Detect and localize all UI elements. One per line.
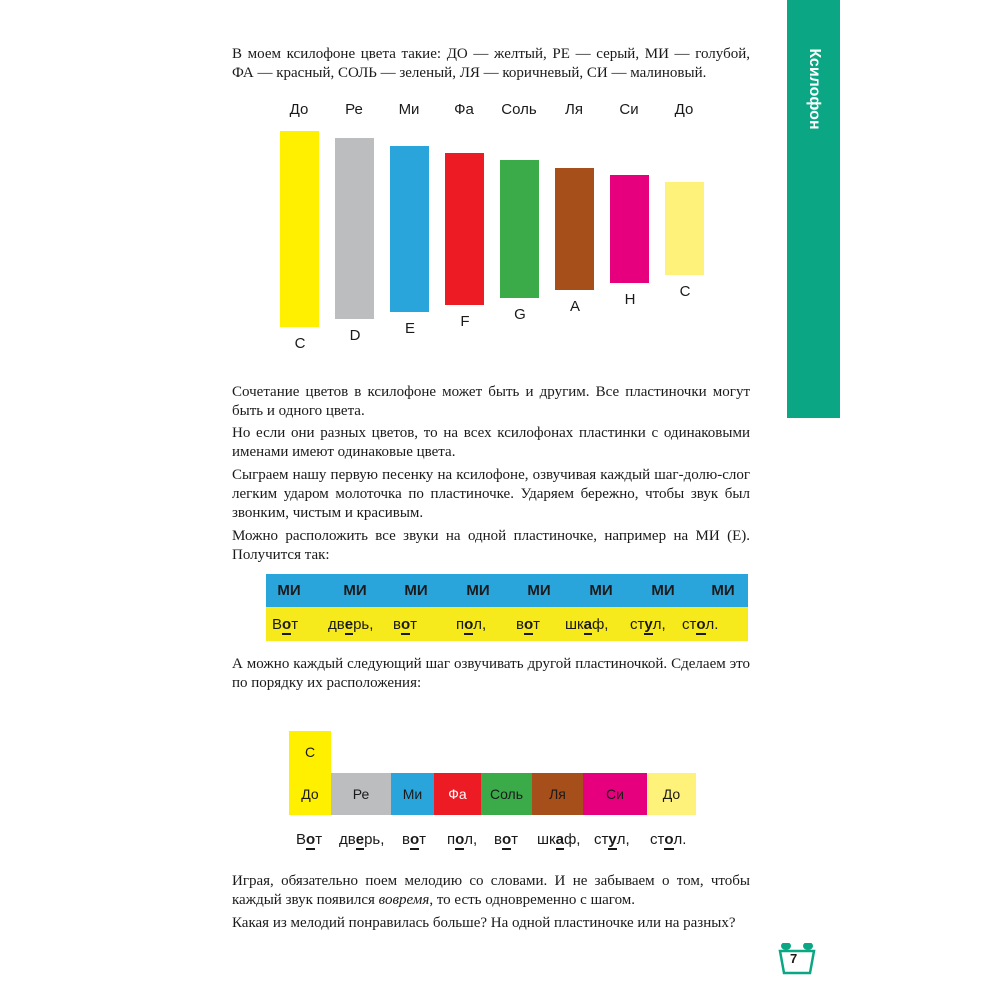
bar-letter: F (460, 313, 470, 330)
note-cell: МИ (651, 582, 675, 599)
bar-note-name: Ля (565, 101, 583, 118)
lyric-cell: шкаф, (565, 616, 609, 633)
note-cell: МИ (404, 582, 428, 599)
scale-cell: До (647, 773, 696, 815)
xylophone-bar (665, 182, 704, 275)
bar-letter: E (404, 320, 415, 337)
lyric-cell: пол, (456, 616, 487, 633)
scale-cell: Ми (391, 773, 434, 815)
xylophone-bar (280, 131, 319, 327)
scale-lyric-word: дверь, (339, 831, 385, 848)
page-number-badge (777, 943, 817, 973)
bar-letter: D (349, 327, 361, 344)
paragraph-each-step: А можно каждый следующий шаг озвучивать другой пластиночкой. Сделаем это по порядку их расположения: (232, 656, 750, 691)
bar-letter: A (569, 298, 580, 315)
paragraph-same-names: Но если они разных цветов, то на всех ксилофонах пластинки с одинаковыми именами имеют одинаковые цвета. (232, 425, 750, 460)
lyric-cell: стол. (682, 616, 719, 633)
scale-cell: Си (583, 773, 647, 815)
scale-lyric-word: стул, (594, 831, 630, 848)
note-cell: МИ (277, 582, 301, 599)
scale-cell: Ля (532, 773, 583, 815)
bar-letter: C (294, 335, 306, 352)
scale-lyric-word: пол, (447, 831, 478, 848)
paragraph-first-song: Сыграем нашу первую песенку на ксилофоне, озвучивая каждый шаг-долю-слог легким ударом молоточка по пластиночке. Ударяем бережно, чтобы звук был звонким, чистым и красивым. (232, 467, 750, 521)
bar-letter: C (679, 283, 691, 300)
chapter-title: Ксилофон (805, 48, 823, 130)
bar-letter: G (514, 306, 526, 323)
lyric-cell: вот (516, 616, 541, 633)
bar-note-name: До (289, 101, 309, 118)
bar-note-name: До (674, 101, 694, 118)
xylophone-bar (610, 175, 649, 283)
note-cell: МИ (589, 582, 613, 599)
xylophone-bar (390, 146, 429, 312)
scale-top-letter: C (289, 731, 331, 773)
scale-lyric-word: стол. (650, 831, 687, 848)
scale-lyric-word: шкаф, (537, 831, 581, 848)
scale-cell: Соль (481, 773, 532, 815)
xylophone-bar (335, 138, 374, 319)
bar-letter: H (624, 291, 636, 308)
note-cell: МИ (527, 582, 551, 599)
bar-note-name: Фа (454, 101, 474, 118)
scale-lyric-word: вот (494, 831, 519, 848)
bar-note-name: Соль (501, 101, 537, 118)
chapter-side-tab (787, 0, 840, 418)
bar-note-name: Си (619, 101, 639, 118)
note-cell: МИ (466, 582, 490, 599)
lyric-cell: Вот (272, 616, 299, 633)
paragraph-question: Какая из мелодий понравилась больше? На одной пластиночке или на разных? (232, 915, 736, 931)
scale-lyric-word: Вот (296, 831, 323, 848)
notes-row (266, 574, 748, 607)
paragraph-colors: В моем ксилофоне цвета такие: ДО — желтый, РЕ — серый, МИ — голубой, ФА — красный, СОЛЬ — зеленый, ЛЯ — коричневый, СИ — малиновый. (232, 46, 750, 81)
bar-note-name: Ре (345, 101, 363, 118)
paragraph-one-plate: Можно расположить все звуки на одной пластиночке, например на МИ (E). Получится так: (232, 528, 750, 563)
bar-note-name: Ми (398, 101, 420, 118)
page-number: 7 (790, 951, 798, 966)
scale-cell: Фа (434, 773, 481, 815)
scale-lyric-word: вот (402, 831, 427, 848)
scale-cell: До (289, 773, 331, 815)
paragraph-sing: Играя, обязательно поем мелодию со словами. И не забываем о том, чтобы каждый звук появился вовремя, то есть одновременно с шагом. (232, 873, 750, 908)
emphasis-word: вовремя (378, 892, 430, 908)
lyrics-row (266, 607, 748, 641)
note-cell: МИ (343, 582, 367, 599)
note-cell: МИ (711, 582, 735, 599)
scale-cell: Ре (331, 773, 391, 815)
xylophone-bar (500, 160, 539, 298)
lyric-cell: дверь, (328, 616, 374, 633)
xylophone-bar (445, 153, 484, 305)
lyric-cell: вот (393, 616, 418, 633)
paragraph-combination: Сочетание цветов в ксилофоне может быть и другим. Все пластиночки могут быть и одного цвета. (232, 384, 750, 419)
lyric-cell: стул, (630, 616, 666, 633)
xylophone-bar (555, 168, 594, 290)
